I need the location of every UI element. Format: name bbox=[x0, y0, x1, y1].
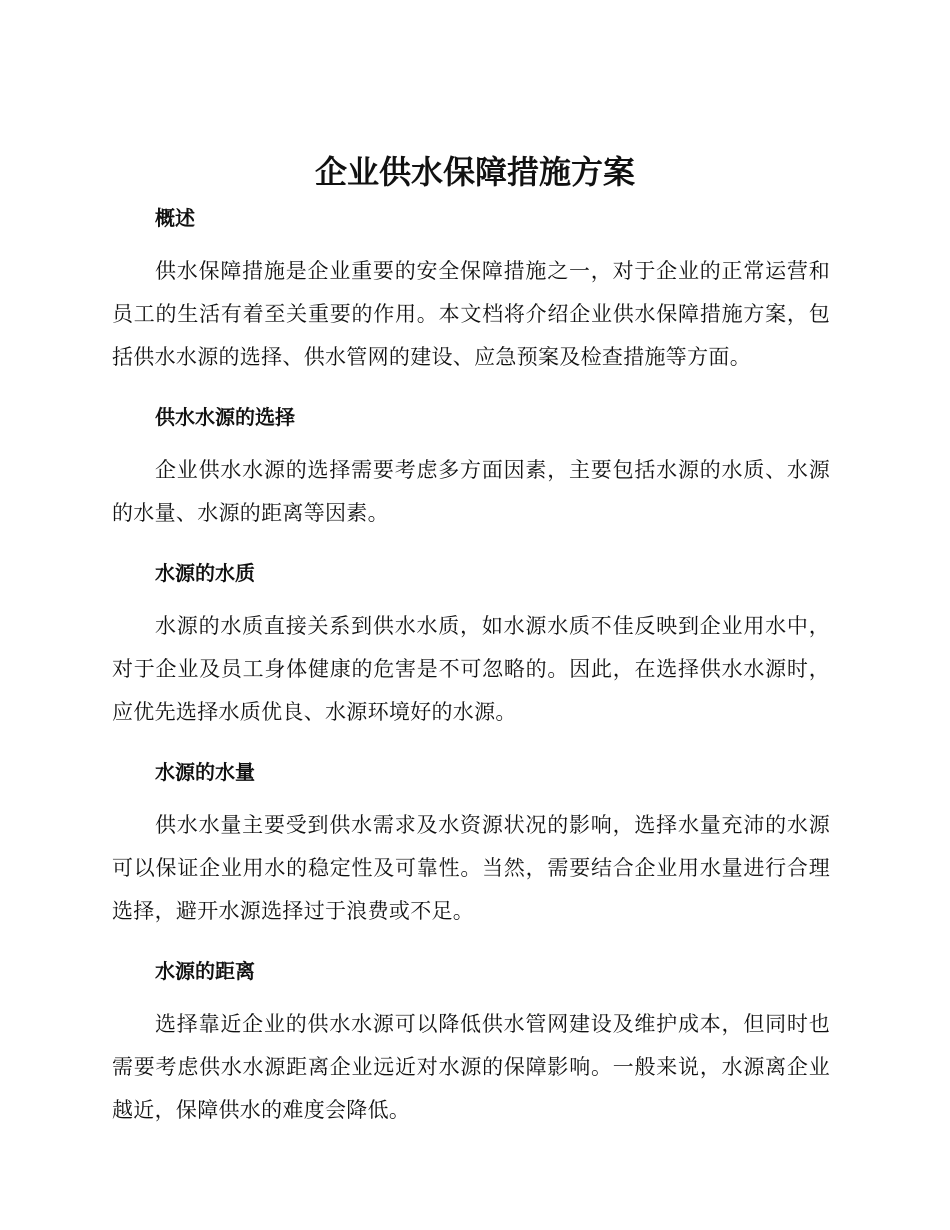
document-title: 企业供水保障措施方案 bbox=[314, 153, 635, 191]
section-water-source-selection bbox=[112, 399, 830, 555]
section-paragraph: 企业供水水源的选择需要考虑多方面因素，主要包括水源的水质、水源的水量、水源的距离等因素。 bbox=[112, 458, 830, 525]
section-paragraph: 水源的水质直接关系到供水水质，如水源水质不佳反映到企业用水中，对于企业及员工身体健康的危害是不可忽略的。因此，在选择供水水源时，应优先选择水质优良、水源环境好的水源。 bbox=[112, 614, 830, 724]
section-paragraph: 选择靠近企业的供水水源可以降低供水管网建设及维护成本，但同时也需要考虑供水水源距离企业远近对水源的保障影响。一般来说，水源离企业越近，保障供水的难度会降低。 bbox=[112, 1012, 830, 1122]
document-body bbox=[112, 200, 830, 1132]
section-paragraph: 供水保障措施是企业重要的安全保障措施之一，对于企业的正常运营和员工的生活有着至关重要的作用。本文档将介绍企业供水保障措施方案，包括供水水源的选择、供水管网的建设、应急预案及检查措施等方面。 bbox=[112, 259, 830, 369]
section-heading: 水源的距离 bbox=[155, 959, 255, 983]
section-heading: 供水水源的选择 bbox=[155, 405, 295, 429]
section-heading: 水源的水质 bbox=[155, 561, 255, 585]
section-heading: 水源的水量 bbox=[155, 760, 255, 784]
section-paragraph: 供水水量主要受到供水需求及水资源状况的影响，选择水量充沛的水源可以保证企业用水的稳定性及可靠性。当然，需要结合企业用水量进行合理选择，避开水源选择过于浪费或不足。 bbox=[112, 813, 830, 923]
section-water-distance bbox=[112, 953, 830, 1132]
section-overview bbox=[112, 200, 830, 399]
section-heading: 概述 bbox=[155, 206, 195, 230]
section-water-quality bbox=[112, 555, 830, 754]
section-water-quantity bbox=[112, 754, 830, 953]
